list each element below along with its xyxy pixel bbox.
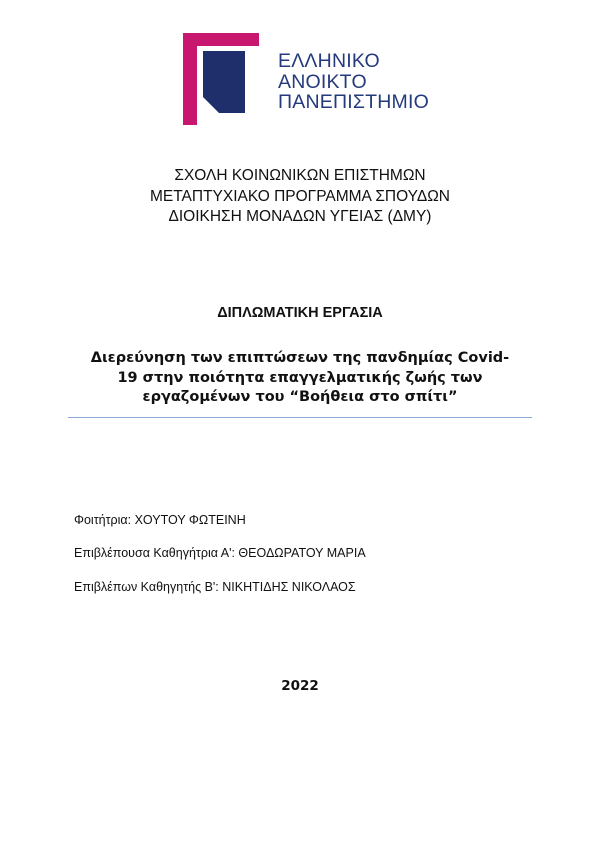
logo-line: ΑΝΟΙΚΤΟ	[278, 70, 367, 93]
thesis-title-line: εργαζομένων του “Βοήθεια στο σπίτι”	[142, 389, 458, 405]
program-name-line: ΔΙΟΙΚΗΣΗ ΜΟΝΑΔΩΝ ΥΓΕΙΑΣ (ΔΜΥ)	[168, 208, 432, 225]
thesis-title	[40, 349, 560, 408]
title-divider	[68, 417, 532, 418]
supervisor-b-line: Επιβλέπων Καθηγητής Β': ΝΙΚΗΤΙΔΗΣ ΝΙΚΟΛΑΟΣ	[74, 580, 356, 594]
school-block	[0, 166, 600, 228]
school-line: ΣΧΟΛΗ ΚΟΙΝΩΝΙΚΩΝ ΕΠΙΣΤΗΜΩΝ	[174, 167, 426, 184]
program-line: ΜΕΤΑΠΤΥΧΙΑΚΟ ΠΡΟΓΡΑΜΜΑ ΣΠΟΥΔΩΝ	[149, 187, 451, 205]
thesis-title-line: 19 στην ποιότητα επαγγελματικής ζωής των	[117, 369, 483, 386]
university-logo	[183, 33, 429, 125]
logo-line: ΕΛΛΗΝΙΚΟ	[278, 50, 380, 72]
logo-text	[278, 51, 429, 113]
student-line: Φοιτήτρια: ΧΟΥΤΟΥ ΦΩΤΕΙΝΗ	[74, 513, 246, 527]
supervisor-a-line: Επιβλέπουσα Καθηγήτρια Α': ΘΕΟΔΩΡΑΤΟΥ ΜΑΡΙΑ	[74, 546, 366, 560]
university-logo-icon	[183, 33, 263, 125]
logo-navy-bar	[245, 51, 253, 113]
thesis-title-line: Διερεύνηση των επιπτώσεων της πανδημίας Covid-	[90, 350, 510, 366]
logo-line: ΠΑΝΕΠΙΣΤΗΜΙΟ	[278, 91, 429, 113]
year: 2022	[281, 678, 319, 694]
thesis-type-heading: ΔΙΠΛΩΜΑΤΙΚΗ ΕΡΓΑΣΙΑ	[217, 305, 383, 321]
